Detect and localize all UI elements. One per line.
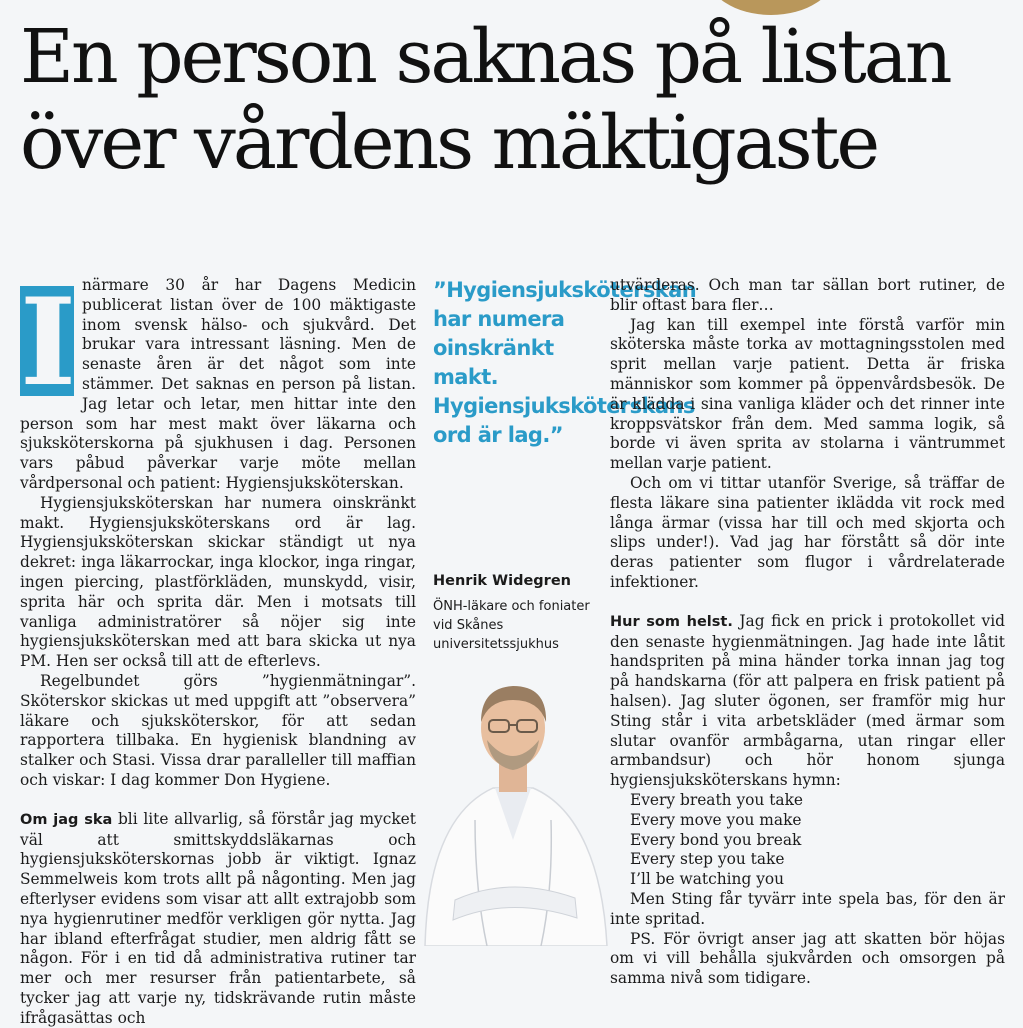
lyric-line: Every move you make <box>630 810 802 829</box>
paragraph: närmare 30 år har Dagens Medicin publicerat listan över de 100 mäktigaste inom svensk hälso- och sjukvård. Det brukar vara intressant läsning. Men de senaste åren är det något som inte stämmer. Det saknas en person på listan. Jag letar och letar, men hittar inte den person som har mest makt över läkarna och sjuksköterskorna på sjukhusen i dag. Personen vars påbud påverkar varje möte mellan vårdpersonal och patient: Hygiensjuksköterskan. <box>20 276 416 492</box>
author-name: Henrik Widegren <box>433 573 571 589</box>
lyric-line: I’ll be watching you <box>630 870 785 889</box>
paragraph: Jag kan till exempel inte förstå varför min sköterska måste torka av mottagningsstolen med sprit mellan varje patient. Detta är friska människor som kommer på öppenvårdsbesök. De är klädda i sina vanliga kläder och det rinner inte kroppsvätskor från dem. Med samma logik, så borde vi även sprita av stolarna i väntrummet mellan varje patient. <box>610 315 1005 473</box>
paragraph-lead: Hur som helst. <box>610 613 733 630</box>
paragraph: Regelbundet görs ”hygienmätningar”. Sköterskor skickas ut med uppgift att ”observera” läkare och sjuksköterskor, för att sedan rapportera tillbaka. En hygienisk blandning av stalker och Stasi. Vissa drar paralleller till maffian och viskar: I dag kommer Don Hygiene. <box>20 671 416 789</box>
paragraph: Hygiensjuksköterskan har numera oinskränkt makt. Hygiensjuksköterskans ord är lag. Hygiensjuksköterskan skickar ständigt ut nya dekret: inga läkarrockar, inga klockor, inga ringar, ingen piercing, plastförkläden, munskydd, visir, sprita här och sprita där. Men i motsats till vanliga administratörer så nöjer sig inte hygiensjuksköterskan med att bara skicka ut nya PM. Hen ser också till att de efterlevs. <box>20 493 416 671</box>
column-right <box>610 276 1005 989</box>
pull-quote: ”Hygiensjuksköterskan har numera oinskränkt makt. Hygiensjuksköterskans ord är lag.” <box>433 278 697 447</box>
paragraph-text: Jag fick en prick i protokollet vid den senaste hygienmätningen. Jag hade inte låtit handspriten på mina händer torka innan jag tog på handskarna (för att palpera en frisk patient på halsen). Jag sluter ögonen, ser framför mig hur Sting står i vita arbetskläder (med ärmar som slutar ovanför armbågarna, utan ringar eller armbandsur) och hör honom sjunga hygiensjuksköterskans hymn: <box>610 611 1005 790</box>
lyric-line: Every step you take <box>630 850 785 869</box>
paragraph: Men Sting får tyvärr inte spela bas, för den är inte spritad. <box>610 889 1005 928</box>
paragraph <box>20 810 416 1028</box>
drop-cap <box>20 272 77 413</box>
author-portrait <box>415 670 610 946</box>
headline: En person saknas på listan över vårdens mäktigaste <box>20 14 950 186</box>
paragraph <box>610 612 1005 791</box>
paragraph-lead: Om jag ska <box>20 811 113 828</box>
decorative-gold-circle <box>706 0 836 15</box>
lyric-line: Every breath you take <box>630 790 804 809</box>
paragraph: utvärderas. Och man tar sällan bort rutiner, de blir oftast bara fler… <box>610 276 1005 314</box>
author-title: ÖNH-läkare och foniater vid Skånes universitetssjukhus <box>433 599 590 652</box>
paragraph: Och om vi tittar utanför Sverige, så träffar de flesta läkare sina patienter iklädda vit rock med långa ärmar (vissa har till och med skjorta och slips under!). Vad jag har förstått så dör inte deras patienter som flugor i vårdrelaterade infektioner. <box>610 473 1005 591</box>
paragraph: PS. För övrigt anser jag att skatten bör höjas om vi vill behålla sjukvården och omsorgen på samma nivå som tidigare. <box>610 929 1005 988</box>
paragraph-text: bli lite allvarlig, så förstår jag mycket väl att smittskyddsläkarnas och hygiensjuksköterskornas jobb är viktigt. Ignaz Semmelweis kom trots allt på någonting. Men jag efterlyser evidens som visar att allt extrajobb som nya hygienrutiner medför verkligen gör nytta. Jag har ibland efterfrågat studier, men aldrig fått se någon. För i en tid då administrativa rutiner tar mer och mer resurser från patientarbete, så tycker jag att varje ny, tidskrävande rutin måste ifrågasättas och <box>20 809 416 1027</box>
song-lyrics <box>610 791 1005 890</box>
drop-cap-letter: I <box>20 272 77 413</box>
column-left <box>20 272 416 1028</box>
lyric-line: Every bond you break <box>630 830 802 849</box>
